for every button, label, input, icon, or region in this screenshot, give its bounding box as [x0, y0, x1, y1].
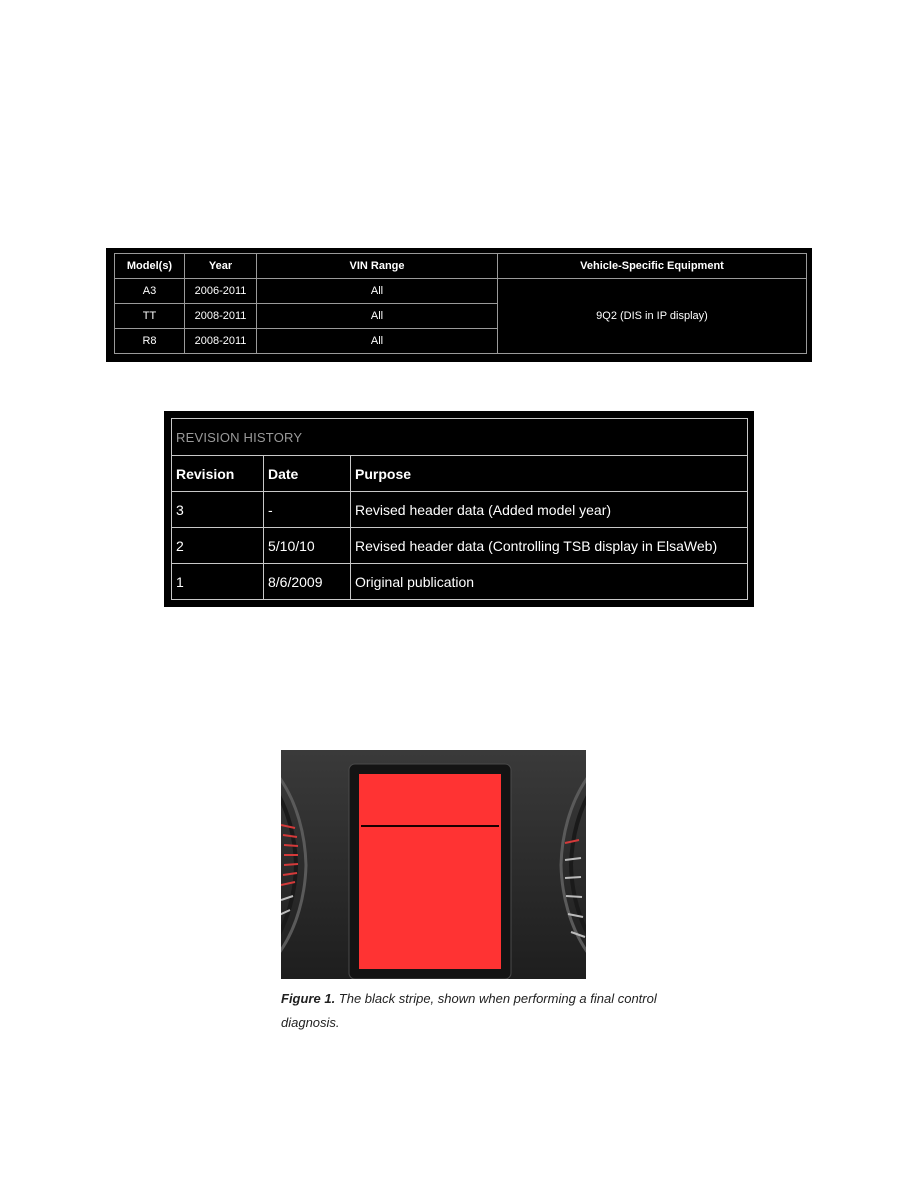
figure-label: Figure 1. [281, 991, 336, 1006]
table-row [172, 564, 748, 600]
table-row [172, 528, 748, 564]
revision-cell: 3 [172, 492, 264, 528]
year-cell: 2006-2011 [185, 279, 257, 304]
purpose-column-header: Purpose [351, 456, 748, 492]
purpose-cell: Revised header data (Controlling TSB display in ElsaWeb) [351, 528, 748, 564]
model-cell: TT [115, 304, 185, 329]
model-cell: A3 [115, 279, 185, 304]
date-column-header: Date [264, 456, 351, 492]
figure-caption [281, 987, 661, 1035]
date-cell: 8/6/2009 [264, 564, 351, 600]
revision-cell: 2 [172, 528, 264, 564]
revision-history-container [164, 411, 754, 607]
revision-cell: 1 [172, 564, 264, 600]
revision-column-header: Revision [172, 456, 264, 492]
purpose-cell: Original publication [351, 564, 748, 600]
models-column-header: Model(s) [115, 254, 185, 279]
year-column-header: Year [185, 254, 257, 279]
table-row [172, 492, 748, 528]
equipment-cell: 9Q2 (DIS in IP display) [498, 279, 807, 354]
instrument-cluster-photo [281, 750, 586, 979]
vehicle-applicability-table-container [106, 248, 812, 362]
vehicle-applicability-table [114, 253, 807, 354]
table-row [115, 279, 807, 304]
vin-range-column-header: VIN Range [257, 254, 498, 279]
date-cell: 5/10/10 [264, 528, 351, 564]
instrument-cluster-illustration [281, 750, 586, 979]
table-header-row [115, 254, 807, 279]
date-cell: - [264, 492, 351, 528]
revision-history-table [171, 418, 748, 600]
vin-cell: All [257, 279, 498, 304]
equipment-column-header: Vehicle-Specific Equipment [498, 254, 807, 279]
model-cell: R8 [115, 329, 185, 354]
revision-history-title: REVISION HISTORY [172, 419, 748, 456]
red-display-screen [359, 774, 501, 969]
vin-cell: All [257, 304, 498, 329]
purpose-cell: Revised header data (Added model year) [351, 492, 748, 528]
year-cell: 2008-2011 [185, 329, 257, 354]
figure-caption-text: The black stripe, shown when performing a final control diagnosis. [281, 991, 657, 1030]
vin-cell: All [257, 329, 498, 354]
table-header-row [172, 456, 748, 492]
revision-title-row [172, 419, 748, 456]
year-cell: 2008-2011 [185, 304, 257, 329]
